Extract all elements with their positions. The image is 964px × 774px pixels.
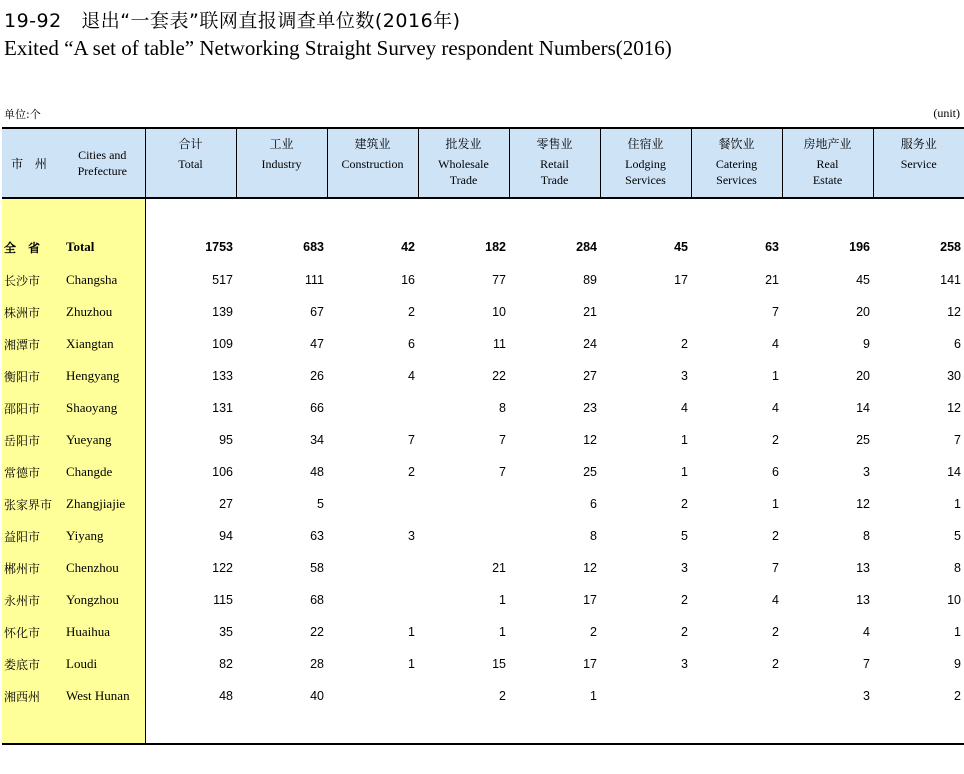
table-row [2,360,964,392]
header-cn: 零售业 [536,137,573,151]
value-cell: 7 [954,433,961,447]
value-cell [418,488,509,520]
header-region [2,128,145,198]
header-cn: 工业 [269,137,294,151]
region-cell [2,616,145,648]
value-cell: 131 [212,401,233,415]
value-cell: 21 [765,273,779,287]
value-cell [327,392,418,424]
region-cell [2,456,145,488]
value-cell: 8 [863,529,870,543]
value-cell: 94 [219,529,233,543]
region-name-cn: 岳阳市 [4,433,41,448]
header-en: Lodging Services [625,157,666,187]
value-cell: 12 [947,401,961,415]
header-cn: 合计 [178,137,203,151]
value-cell: 10 [492,305,506,319]
value-cell: 77 [492,273,506,287]
table-row [2,648,964,680]
header-cn: 服务业 [900,137,937,151]
value-cell: 196 [849,240,870,254]
value-cell: 3 [681,657,688,671]
value-cell: 7 [772,561,779,575]
value-cell: 2 [772,433,779,447]
value-cell: 45 [856,273,870,287]
value-cell [600,680,691,712]
value-cell: 12 [856,497,870,511]
header-cn: 房地产业 [803,137,852,151]
region-cell [2,488,145,520]
value-cell: 1 [681,465,688,479]
value-cell [418,520,509,552]
value-cell: 8 [954,561,961,575]
value-cell: 2 [772,625,779,639]
value-cell: 2 [499,689,506,703]
value-cell: 24 [583,337,597,351]
region-cell [2,360,145,392]
value-cell: 2 [681,337,688,351]
unit-label-english: (unit) [933,106,960,120]
region-name-cn: 娄底市 [4,657,41,672]
table-row [2,616,964,648]
table-row [2,424,964,456]
value-cell: 1 [499,593,506,607]
value-cell: 4 [772,401,779,415]
value-cell: 683 [303,240,324,254]
value-cell [691,680,782,712]
region-name-en: Hengyang [66,368,120,383]
value-cell: 12 [947,305,961,319]
region-name-cn: 怀化市 [4,625,41,640]
value-cell: 6 [590,497,597,511]
value-cell: 1 [772,497,779,511]
value-cell: 6 [772,465,779,479]
unit-label-chinese: 单位:个 [4,108,41,121]
header-en: Total [178,157,203,171]
value-cell: 4 [863,625,870,639]
region-cell [2,520,145,552]
value-cell: 284 [576,240,597,254]
statistics-table [2,127,964,745]
region-name-cn: 衡阳市 [4,369,41,384]
header-construction [327,128,418,198]
value-cell: 22 [492,369,506,383]
region-name-cn: 株洲市 [4,305,41,320]
header-en: Wholesale Trade [438,157,489,187]
header-catering [691,128,782,198]
value-cell: 95 [219,433,233,447]
value-cell: 14 [856,401,870,415]
region-name-en: Yiyang [66,528,104,543]
value-cell: 17 [583,593,597,607]
region-name-en: Shaoyang [66,400,118,415]
value-cell: 8 [590,529,597,543]
value-cell: 16 [401,273,415,287]
header-retail [509,128,600,198]
header-wholesale [418,128,509,198]
value-cell: 2 [772,657,779,671]
table-body [2,198,964,744]
table-row [2,520,964,552]
value-cell: 133 [212,369,233,383]
value-cell: 20 [856,369,870,383]
value-cell: 4 [772,337,779,351]
region-name-en: Total [66,239,95,254]
value-cell: 1753 [205,240,233,254]
region-name-cn: 湘西州 [4,689,41,704]
header-en: Construction [341,157,404,171]
value-cell: 2 [408,305,415,319]
value-cell: 68 [310,593,324,607]
value-cell: 12 [583,433,597,447]
value-cell: 11 [493,337,506,351]
header-service [873,128,964,198]
value-cell: 2 [408,465,415,479]
value-cell: 9 [863,337,870,351]
region-name-en: Yongzhou [66,592,119,607]
table-row [2,328,964,360]
header-region-cn: 市 州 [11,156,51,171]
value-cell: 13 [856,561,870,575]
value-cell: 111 [304,273,324,287]
table-row [2,552,964,584]
value-cell: 22 [310,625,324,639]
value-cell [327,488,418,520]
value-cell: 27 [219,497,233,511]
table-row [2,296,964,328]
value-cell: 517 [212,273,233,287]
header-cn: 建筑业 [354,137,391,151]
value-cell: 3 [681,561,688,575]
value-cell: 14 [947,465,961,479]
region-cell [2,680,145,712]
value-cell: 7 [408,433,415,447]
value-cell: 2 [954,689,961,703]
value-cell: 48 [310,465,324,479]
value-cell: 141 [940,273,961,287]
value-cell: 258 [940,240,961,254]
value-cell: 7 [772,305,779,319]
value-cell: 42 [401,240,415,254]
region-cell [2,230,145,264]
value-cell: 1 [954,497,961,511]
region-name-cn: 全 省 [4,240,41,255]
table-row [2,680,964,712]
value-cell: 1 [772,369,779,383]
value-cell: 1 [954,625,961,639]
region-name-cn: 张家界市 [4,497,53,512]
header-en: Retail Trade [540,157,569,187]
value-cell: 2 [590,625,597,639]
region-name-en: Changde [66,464,113,479]
region-name-cn: 邵阳市 [4,401,41,416]
value-cell: 4 [408,369,415,383]
value-cell: 27 [583,369,597,383]
header-en: Real Estate [812,157,843,187]
value-cell [327,584,418,616]
region-cell [2,584,145,616]
table-row [2,584,964,616]
header-cn: 住宿业 [627,137,664,151]
value-cell: 115 [213,593,233,607]
value-cell: 3 [408,529,415,543]
value-cell: 17 [583,657,597,671]
header-total [145,128,236,198]
region-name-en: Loudi [66,656,98,671]
region-name-cn: 长沙市 [4,273,41,288]
value-cell: 1 [408,657,415,671]
value-cell: 2 [681,625,688,639]
value-cell: 7 [863,657,870,671]
value-cell: 9 [954,657,961,671]
header-cn: 餐饮业 [718,137,755,151]
value-cell: 26 [310,369,324,383]
table-row-total [2,230,964,264]
value-cell: 40 [310,689,324,703]
header-en: Catering Services [715,157,758,187]
value-cell: 34 [310,433,324,447]
value-cell: 1 [681,433,688,447]
header-industry [236,128,327,198]
value-cell [327,552,418,584]
value-cell: 20 [856,305,870,319]
value-cell: 82 [219,657,233,671]
region-name-en: Zhuzhou [66,304,113,319]
region-cell [2,712,145,744]
value-cell: 6 [954,337,961,351]
value-cell: 48 [219,689,233,703]
region-name-en: Changsha [66,272,118,287]
region-name-en: Yueyang [66,432,112,447]
value-cell: 25 [856,433,870,447]
table-row [2,456,964,488]
value-cell: 5 [681,529,688,543]
table-spacer-row [2,712,964,744]
value-cell: 106 [212,465,233,479]
value-cell: 4 [772,593,779,607]
region-cell [2,392,145,424]
value-cell: 89 [583,273,597,287]
value-cell: 1 [590,689,597,703]
value-cell: 2 [681,593,688,607]
value-cell: 3 [681,369,688,383]
value-cell: 58 [310,561,324,575]
value-cell: 2 [772,529,779,543]
header-en: Industry [261,157,302,171]
value-cell: 35 [219,625,233,639]
region-name-cn: 郴州市 [4,561,41,576]
region-cell [2,296,145,328]
page-title-chinese: 19-92 退出“一套表”联网直报调查单位数(2016年) [4,10,461,32]
region-cell [2,648,145,680]
value-cell: 7 [499,433,506,447]
value-cell: 122 [212,561,233,575]
value-cell: 3 [863,465,870,479]
header-cn: 批发业 [445,137,482,151]
value-cell: 15 [492,657,506,671]
value-cell: 2 [681,497,688,511]
value-cell: 23 [583,401,597,415]
header-real-estate [782,128,873,198]
value-cell: 5 [954,529,961,543]
region-cell [2,328,145,360]
region-name-en: Huaihua [66,624,111,639]
region-cell [2,424,145,456]
region-name-en: Chenzhou [66,560,119,575]
table-row [2,264,964,296]
region-cell [2,264,145,296]
value-cell: 25 [583,465,597,479]
value-cell: 21 [492,561,506,575]
value-cell: 1 [408,625,415,639]
value-cell: 47 [310,337,324,351]
region-cell [2,552,145,584]
region-name-cn: 常德市 [4,465,41,480]
region-name-cn: 益阳市 [4,529,41,544]
region-name-cn: 永州市 [4,593,41,608]
page-title-english: Exited “A set of table” Networking Straight Survey respondent Numbers(2016) [4,36,672,60]
value-cell: 1 [499,625,506,639]
table-row [2,392,964,424]
value-cell: 4 [681,401,688,415]
value-cell: 182 [485,240,506,254]
value-cell: 63 [310,529,324,543]
value-cell: 12 [583,561,597,575]
value-cell: 30 [947,369,961,383]
region-name-en: Xiangtan [66,336,114,351]
value-cell: 45 [674,240,688,254]
table-header-row [2,128,964,198]
value-cell: 21 [583,305,597,319]
region-name-en: West Hunan [66,688,130,703]
value-cell: 28 [310,657,324,671]
value-cell: 63 [765,240,779,254]
value-cell: 5 [317,497,324,511]
region-name-cn: 湘潭市 [4,337,41,352]
value-cell: 6 [408,337,415,351]
value-cell: 67 [310,305,324,319]
value-cell: 7 [499,465,506,479]
value-cell: 13 [856,593,870,607]
value-cell: 66 [310,401,324,415]
value-cell: 109 [212,337,233,351]
value-cell [600,296,691,328]
header-en: Service [900,157,937,171]
value-cell: 17 [674,273,688,287]
header-lodging [600,128,691,198]
table-row [2,488,964,520]
value-cell: 3 [863,689,870,703]
value-cell: 10 [947,593,961,607]
region-name-en: Zhangjiajie [66,496,126,511]
value-cell: 8 [499,401,506,415]
value-cell [327,680,418,712]
header-region-en: Cities and Prefecture [77,148,127,178]
table-spacer-row [2,198,964,230]
region-cell [2,198,145,230]
value-cell: 139 [212,305,233,319]
